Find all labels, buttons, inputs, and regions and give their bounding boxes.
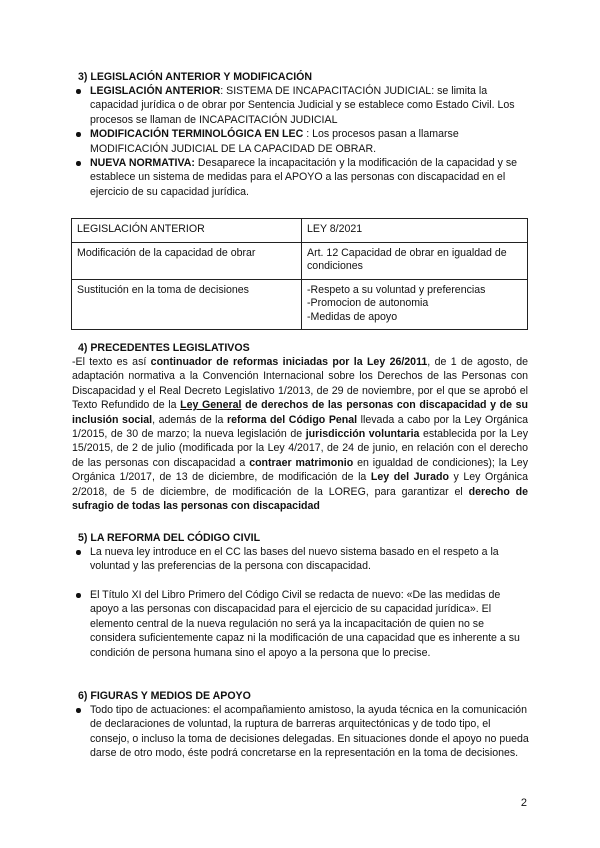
comparison-table bbox=[71, 218, 528, 330]
table-header-row bbox=[72, 219, 528, 243]
list-item: El Título XI del Libro Primero del Código Civil se redacta de nuevo: «De las medidas de apoyo a las personas con discapacidad para el ejercicio de su capacidad jurídica». El elemento central de la nueva regulación no será ya la incapacitación de quien no se considera suficientemente capaz ni la modificación de una capacidad que es inherente a su condición de persona humana sino el apoyo a la persona que lo precise. bbox=[90, 588, 530, 660]
section-6-list bbox=[90, 703, 530, 761]
list-item: NUEVA NORMATIVA: Desaparece la incapacitación y la modificación de la capacidad y se establece un sistema de medidas para el APOYO a las personas con discapacidad en el ejercicio de su capacidad jurídica. bbox=[90, 156, 530, 199]
table-row bbox=[72, 279, 528, 330]
table-cell: Sustitución en la toma de decisiones bbox=[72, 279, 302, 330]
page-number: 2 bbox=[520, 797, 527, 809]
table-row bbox=[72, 242, 528, 279]
table-header-cell: LEY 8/2021 bbox=[302, 219, 528, 243]
table-header-cell: LEGISLACIÓN ANTERIOR bbox=[72, 219, 302, 243]
section-4-heading: 4) PRECEDENTES LEGISLATIVOS bbox=[78, 342, 250, 354]
list-item: MODIFICACIÓN TERMINOLÓGICA EN LEC : Los procesos pasan a llamarse MODIFICACIÓN JUDICIAL DE LA CAPACIDAD DE OBRAR. bbox=[90, 127, 530, 156]
list-item: Todo tipo de actuaciones: el acompañamiento amistoso, la ayuda técnica en la comunicación de declaraciones de voluntad, la ruptura de barreras arquitectónicas y de todo tipo, el consejo, o incluso la toma de decisiones delegadas. En situaciones donde el apoyo no pueda darse de otro modo, éste podrá concretarse en la representación en la toma de decisiones. bbox=[90, 704, 529, 760]
section-3-heading: 3) LEGISLACIÓN ANTERIOR Y MODIFICACIÓN bbox=[78, 71, 313, 83]
section-5-list-2 bbox=[90, 588, 530, 660]
table-cell: Modificación de la capacidad de obrar bbox=[72, 242, 302, 279]
section-5-list bbox=[90, 545, 530, 574]
list-item: LEGISLACIÓN ANTERIOR: SISTEMA DE INCAPACITACIÓN JUDICIAL: se limita la capacidad jurídica o de obrar por Sentencia Judicial y se establece como Estado Civil. Los procesos se llaman de INCAPACITACIÓN JUDICIAL bbox=[90, 84, 530, 127]
section-4-paragraph: -El texto es así continuador de reformas iniciadas por la Ley 26/2011, de 1 de agosto, de adaptación normativa a la Convención Internacional sobre los Derechos de las Personas con Discapacidad y el Real Decreto Legislativo 1/2013, de 29 de noviembre, por el que se aprobó el Texto Refundido de la Ley General de derechos de las personas con discapacidad y de su inclusión social, además de la reforma del Código Penal llevada a cabo por la Ley Orgánica 1/2015, de 30 de marzo; la nueva legislación de jurisdicción voluntaria establecida por la Ley 15/2015, de 2 de julio (modificada por la Ley 4/2017, de 24 de junio, en relación con el derecho de las personas con discapacidad a contraer matrimonio en igualdad de condiciones); la Ley Orgánica 1/2017, de 13 de diciembre, de modificación de la Ley del Jurado y Ley Orgánica 2/2018, de 5 de diciembre, de modificación de la LOREG, para garantizar el derecho de sufragio de todas las personas con discapacidad bbox=[72, 356, 529, 513]
table-cell: -Respeto a su voluntad y preferencias -Promocion de autonomia -Medidas de apoyo bbox=[302, 279, 528, 330]
section-3-list bbox=[90, 84, 530, 199]
section-5-heading: 5) LA REFORMA DEL CÓDIGO CIVIL bbox=[78, 532, 261, 544]
table-cell: Art. 12 Capacidad de obrar en igualdad de condiciones bbox=[302, 242, 528, 279]
list-item: La nueva ley introduce en el CC las bases del nuevo sistema basado en el respeto a la voluntad y las preferencias de la persona con discapacidad. bbox=[90, 545, 530, 574]
section-6-heading: 6) FIGURAS Y MEDIOS DE APOYO bbox=[78, 690, 251, 702]
